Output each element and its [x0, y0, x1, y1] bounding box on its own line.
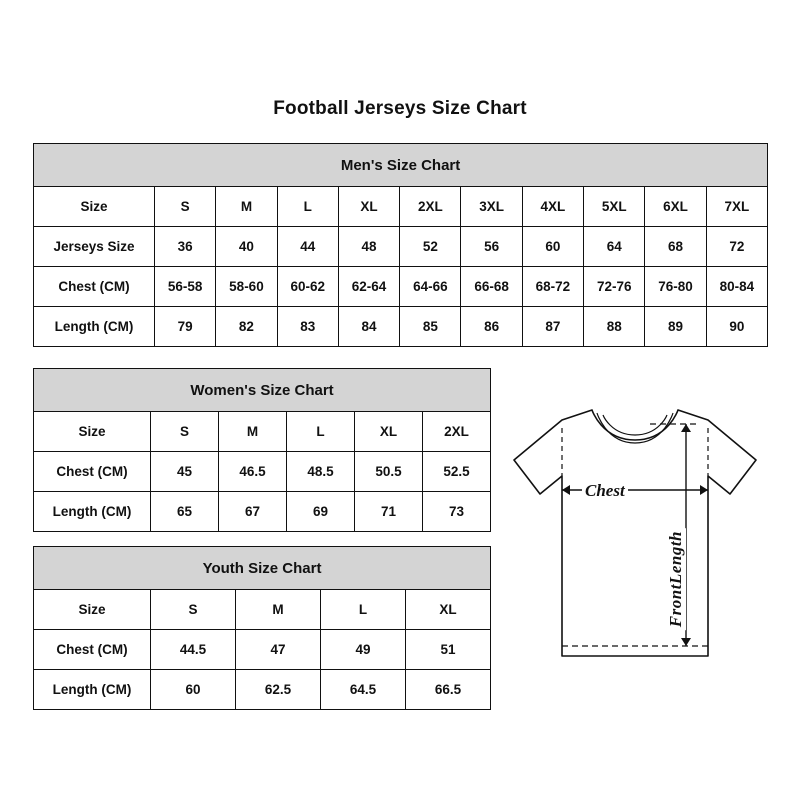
table-cell: 48 — [338, 227, 399, 267]
table-cell: S — [151, 412, 219, 452]
table-cell: 71 — [355, 492, 423, 532]
row-label: Size — [34, 590, 151, 630]
table-row — [34, 670, 491, 710]
table-cell: 46.5 — [219, 452, 287, 492]
table-cell: XL — [338, 187, 399, 227]
table-cell: 73 — [423, 492, 491, 532]
table-cell: 66.5 — [406, 670, 491, 710]
table-cell: 2XL — [423, 412, 491, 452]
table-row — [34, 492, 491, 532]
table-section-header — [34, 144, 768, 187]
table-section-header — [34, 369, 491, 412]
table-cell: M — [219, 412, 287, 452]
table-row — [34, 187, 768, 227]
table-cell: 64 — [584, 227, 645, 267]
mens-chart-title: Men's Size Chart — [34, 144, 768, 187]
table-cell: 56-58 — [155, 267, 216, 307]
table-cell: 36 — [155, 227, 216, 267]
row-label: Chest (CM) — [34, 630, 151, 670]
table-cell: M — [236, 590, 321, 630]
table-cell: 88 — [584, 307, 645, 347]
chest-measure-label: Chest — [582, 481, 628, 501]
table-cell: 89 — [645, 307, 706, 347]
table-cell: 64.5 — [321, 670, 406, 710]
table-cell: 79 — [155, 307, 216, 347]
table-cell: 44 — [277, 227, 338, 267]
youth-chart-title: Youth Size Chart — [34, 547, 491, 590]
table-cell: 62-64 — [338, 267, 399, 307]
table-section-header — [34, 547, 491, 590]
table-cell: 72 — [706, 227, 767, 267]
table-cell: 56 — [461, 227, 522, 267]
table-cell: 76-80 — [645, 267, 706, 307]
table-cell: L — [321, 590, 406, 630]
row-label: Size — [34, 187, 155, 227]
row-label: Chest (CM) — [34, 267, 155, 307]
table-cell: 62.5 — [236, 670, 321, 710]
womens-size-chart — [33, 368, 491, 532]
table-cell: L — [287, 412, 355, 452]
row-label: Jerseys Size — [34, 227, 155, 267]
table-cell: 58-60 — [216, 267, 277, 307]
front-length-measure-label: FrontLength — [666, 528, 686, 630]
table-row — [34, 412, 491, 452]
table-cell: 67 — [219, 492, 287, 532]
table-cell: XL — [355, 412, 423, 452]
table-cell: 5XL — [584, 187, 645, 227]
row-label: Length (CM) — [34, 307, 155, 347]
measurement-diagram — [500, 398, 790, 698]
table-cell: 82 — [216, 307, 277, 347]
table-cell: 3XL — [461, 187, 522, 227]
table-cell: XL — [406, 590, 491, 630]
table-cell: 64-66 — [400, 267, 461, 307]
table-cell: 87 — [522, 307, 583, 347]
table-cell: 68-72 — [522, 267, 583, 307]
table-cell: 84 — [338, 307, 399, 347]
table-row — [34, 630, 491, 670]
table-cell: 72-76 — [584, 267, 645, 307]
table-cell: 2XL — [400, 187, 461, 227]
table-row — [34, 227, 768, 267]
table-cell: 50.5 — [355, 452, 423, 492]
table-cell: 69 — [287, 492, 355, 532]
table-row — [34, 307, 768, 347]
table-row — [34, 452, 491, 492]
table-cell: 86 — [461, 307, 522, 347]
page-title: Football Jerseys Size Chart — [273, 98, 527, 119]
table-cell: 80-84 — [706, 267, 767, 307]
table-cell: 48.5 — [287, 452, 355, 492]
table-cell: 52.5 — [423, 452, 491, 492]
row-label: Length (CM) — [34, 670, 151, 710]
table-cell: 60 — [522, 227, 583, 267]
table-cell: M — [216, 187, 277, 227]
table-cell: 49 — [321, 630, 406, 670]
womens-chart-title: Women's Size Chart — [34, 369, 491, 412]
table-cell: S — [155, 187, 216, 227]
table-cell: 65 — [151, 492, 219, 532]
table-cell: 47 — [236, 630, 321, 670]
table-cell: 85 — [400, 307, 461, 347]
table-row — [34, 590, 491, 630]
table-cell: 40 — [216, 227, 277, 267]
table-cell: 7XL — [706, 187, 767, 227]
table-cell: 51 — [406, 630, 491, 670]
mens-size-chart — [33, 143, 768, 347]
table-cell: 44.5 — [151, 630, 236, 670]
table-cell: 6XL — [645, 187, 706, 227]
table-cell: 4XL — [522, 187, 583, 227]
table-row — [34, 267, 768, 307]
table-cell: 83 — [277, 307, 338, 347]
row-label: Length (CM) — [34, 492, 151, 532]
table-cell: 90 — [706, 307, 767, 347]
table-cell: 66-68 — [461, 267, 522, 307]
youth-size-chart — [33, 546, 491, 710]
tshirt-icon — [500, 398, 790, 698]
table-cell: 68 — [645, 227, 706, 267]
row-label: Chest (CM) — [34, 452, 151, 492]
table-cell: 52 — [400, 227, 461, 267]
table-cell: 45 — [151, 452, 219, 492]
table-cell: L — [277, 187, 338, 227]
row-label: Size — [34, 412, 151, 452]
table-cell: 60 — [151, 670, 236, 710]
table-cell: S — [151, 590, 236, 630]
table-cell: 60-62 — [277, 267, 338, 307]
